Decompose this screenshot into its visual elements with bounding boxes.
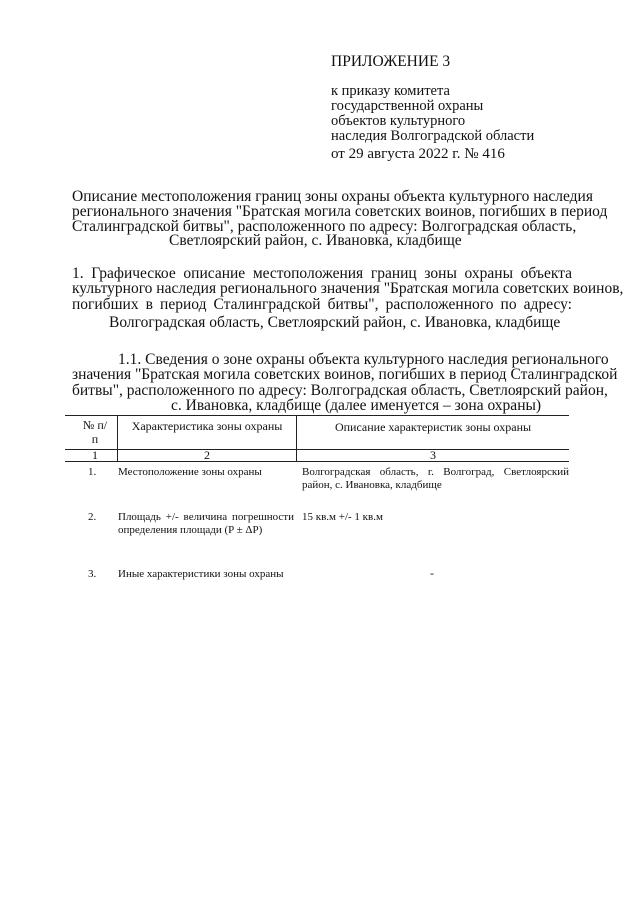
section1-line-1: 1. Графическое описание местоположения границ зоны охраны объекта xyxy=(72,265,572,282)
header-num: № п/п xyxy=(82,418,108,446)
title-line-2: регионального значения "Братская могила советских воинов, погибших в период xyxy=(72,203,608,220)
header-characteristic: Характеристика зоны охраны xyxy=(131,419,283,433)
row-number: 3. xyxy=(88,568,97,580)
row-characteristic: Иные характеристики зоны охраны xyxy=(118,568,284,580)
colnum-2: 2 xyxy=(204,448,210,462)
section11-line-2: значения "Братская могила советских воинов, погибших в период Сталинградской xyxy=(72,366,618,383)
section11-line-4: с. Ивановка, кладбище (далее именуется – зона охраны) xyxy=(171,397,542,414)
colnum-1: 1 xyxy=(92,448,98,462)
section11-line-1: 1.1. Сведения о зоне охраны объекта культурного наследия регионального xyxy=(118,351,609,368)
title-line-1: Описание местоположения границ зоны охраны объекта культурного наследия xyxy=(72,188,593,205)
colnum-3: 3 xyxy=(430,448,436,462)
row-description: 15 кв.м +/- 1 кв.м xyxy=(302,511,383,523)
row-number: 1. xyxy=(88,466,97,478)
order-line-4: наследия Волгоградской области xyxy=(331,128,535,144)
section1-line-4: Волгоградская область, Светлоярский район, с. Ивановка, кладбище xyxy=(109,314,561,331)
section11-line-3: битвы", расположенного по адресу: Волгоградская область, Светлоярский район, xyxy=(72,382,608,399)
row-description: - xyxy=(430,566,434,580)
row-description: Волгоградская область, г. Волгоград, Светлоярский район, с. Ивановка, кладбище xyxy=(302,466,569,491)
row-characteristic: Местоположение зоны охраны xyxy=(118,466,262,478)
row-number: 2. xyxy=(88,511,97,523)
table-top-border xyxy=(65,415,569,416)
order-line-3: объектов культурного xyxy=(331,113,466,129)
section1-line-3: погибших в период Сталинградской битвы", расположенного по адресу: xyxy=(72,296,572,313)
header-description: Описание характеристик зоны охраны xyxy=(334,420,532,434)
row-characteristic: Площадь +/- величина погрешности определения площади (P ± ΔP) xyxy=(118,511,294,536)
title-line-3: Сталинградской битвы", расположенного по адресу: Волгоградская область, xyxy=(72,218,577,235)
section1-line-2: культурного наследия регионального значения "Братская могила советских воинов, xyxy=(72,280,624,297)
title-line-4: Светлоярский район, с. Ивановка, кладбище xyxy=(169,232,462,249)
order-date: от 29 августа 2022 г. № 416 xyxy=(331,146,505,162)
order-line-2: государственной охраны xyxy=(331,98,484,114)
order-line-1: к приказу комитета xyxy=(331,83,450,99)
appendix-title: ПРИЛОЖЕНИЕ 3 xyxy=(331,53,451,70)
